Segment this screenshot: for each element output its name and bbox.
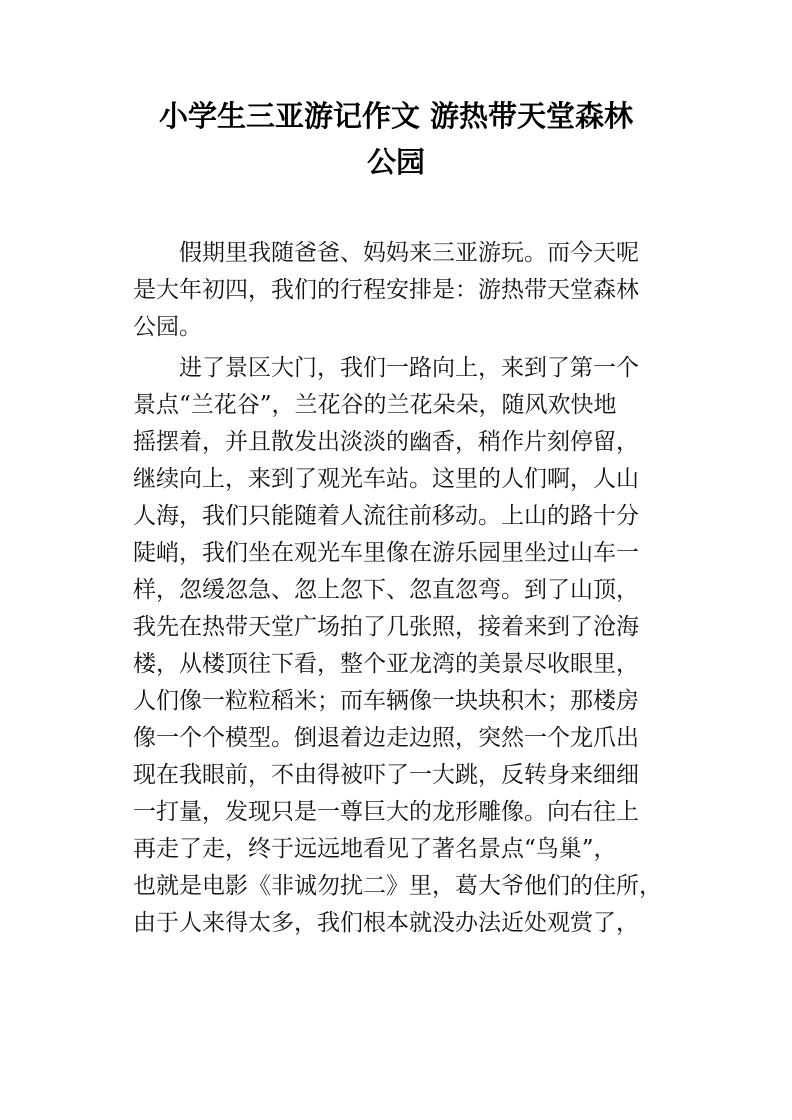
text-line: 一打量，发现只是一尊巨大的龙形雕像。向右往上 <box>133 799 639 825</box>
text-line: 现在我眼前，不由得被吓了一大跳，反转身来细细 <box>133 762 639 788</box>
text-line: 假期里我随爸爸、妈妈来三亚游玩。而今天呢 <box>179 240 639 266</box>
paragraph-1 <box>133 235 663 346</box>
paragraph-2 <box>133 350 663 942</box>
text-line: 楼，从楼顶往下看，整个亚龙湾的美景尽收眼里， <box>133 651 639 677</box>
title-line: 小学生三亚游记作文 游热带天堂森林 <box>158 99 634 133</box>
document-body <box>133 235 663 942</box>
text-line: 再走了走，终于远远地看见了著名景点“鸟巢”， <box>133 836 617 862</box>
document-title <box>100 93 692 185</box>
text-line: 人们像一粒粒稻米；而车辆像一块块积木；那楼房 <box>133 688 639 714</box>
text-line: 景点“兰花谷”，兰花谷的兰花朵朵，随风欢快地 <box>133 392 617 418</box>
text-line: 进了景区大门，我们一路向上，来到了第一个 <box>179 355 639 381</box>
text-line: 样，忽缓忽急、忽上忽下、忽直忽弯。到了山顶， <box>133 577 639 603</box>
text-line: 我先在热带天堂广场拍了几张照，接着来到了沧海 <box>133 614 639 640</box>
text-line: 也就是电影《非诚勿扰二》里，葛大爷他们的住所， <box>133 873 662 899</box>
text-line: 继续向上，来到了观光车站。这里的人们啊，人山 <box>133 466 639 492</box>
text-line: 陡峭，我们坐在观光车里像在游乐园里坐过山车一 <box>133 540 639 566</box>
title-line: 公园 <box>366 145 425 179</box>
text-line: 是大年初四，我们的行程安排是：游热带天堂森林 <box>133 277 639 303</box>
text-line: 人海，我们只能随着人流往前移动。上山的路十分 <box>133 503 639 529</box>
text-line: 摇摆着，并且散发出淡淡的幽香，稍作片刻停留， <box>133 429 639 455</box>
text-line: 像一个个模型。倒退着边走边照，突然一个龙爪出 <box>133 725 639 751</box>
text-line: 公园。 <box>133 314 202 340</box>
text-line: 由于人来得太多，我们根本就没办法近处观赏了， <box>133 910 639 936</box>
